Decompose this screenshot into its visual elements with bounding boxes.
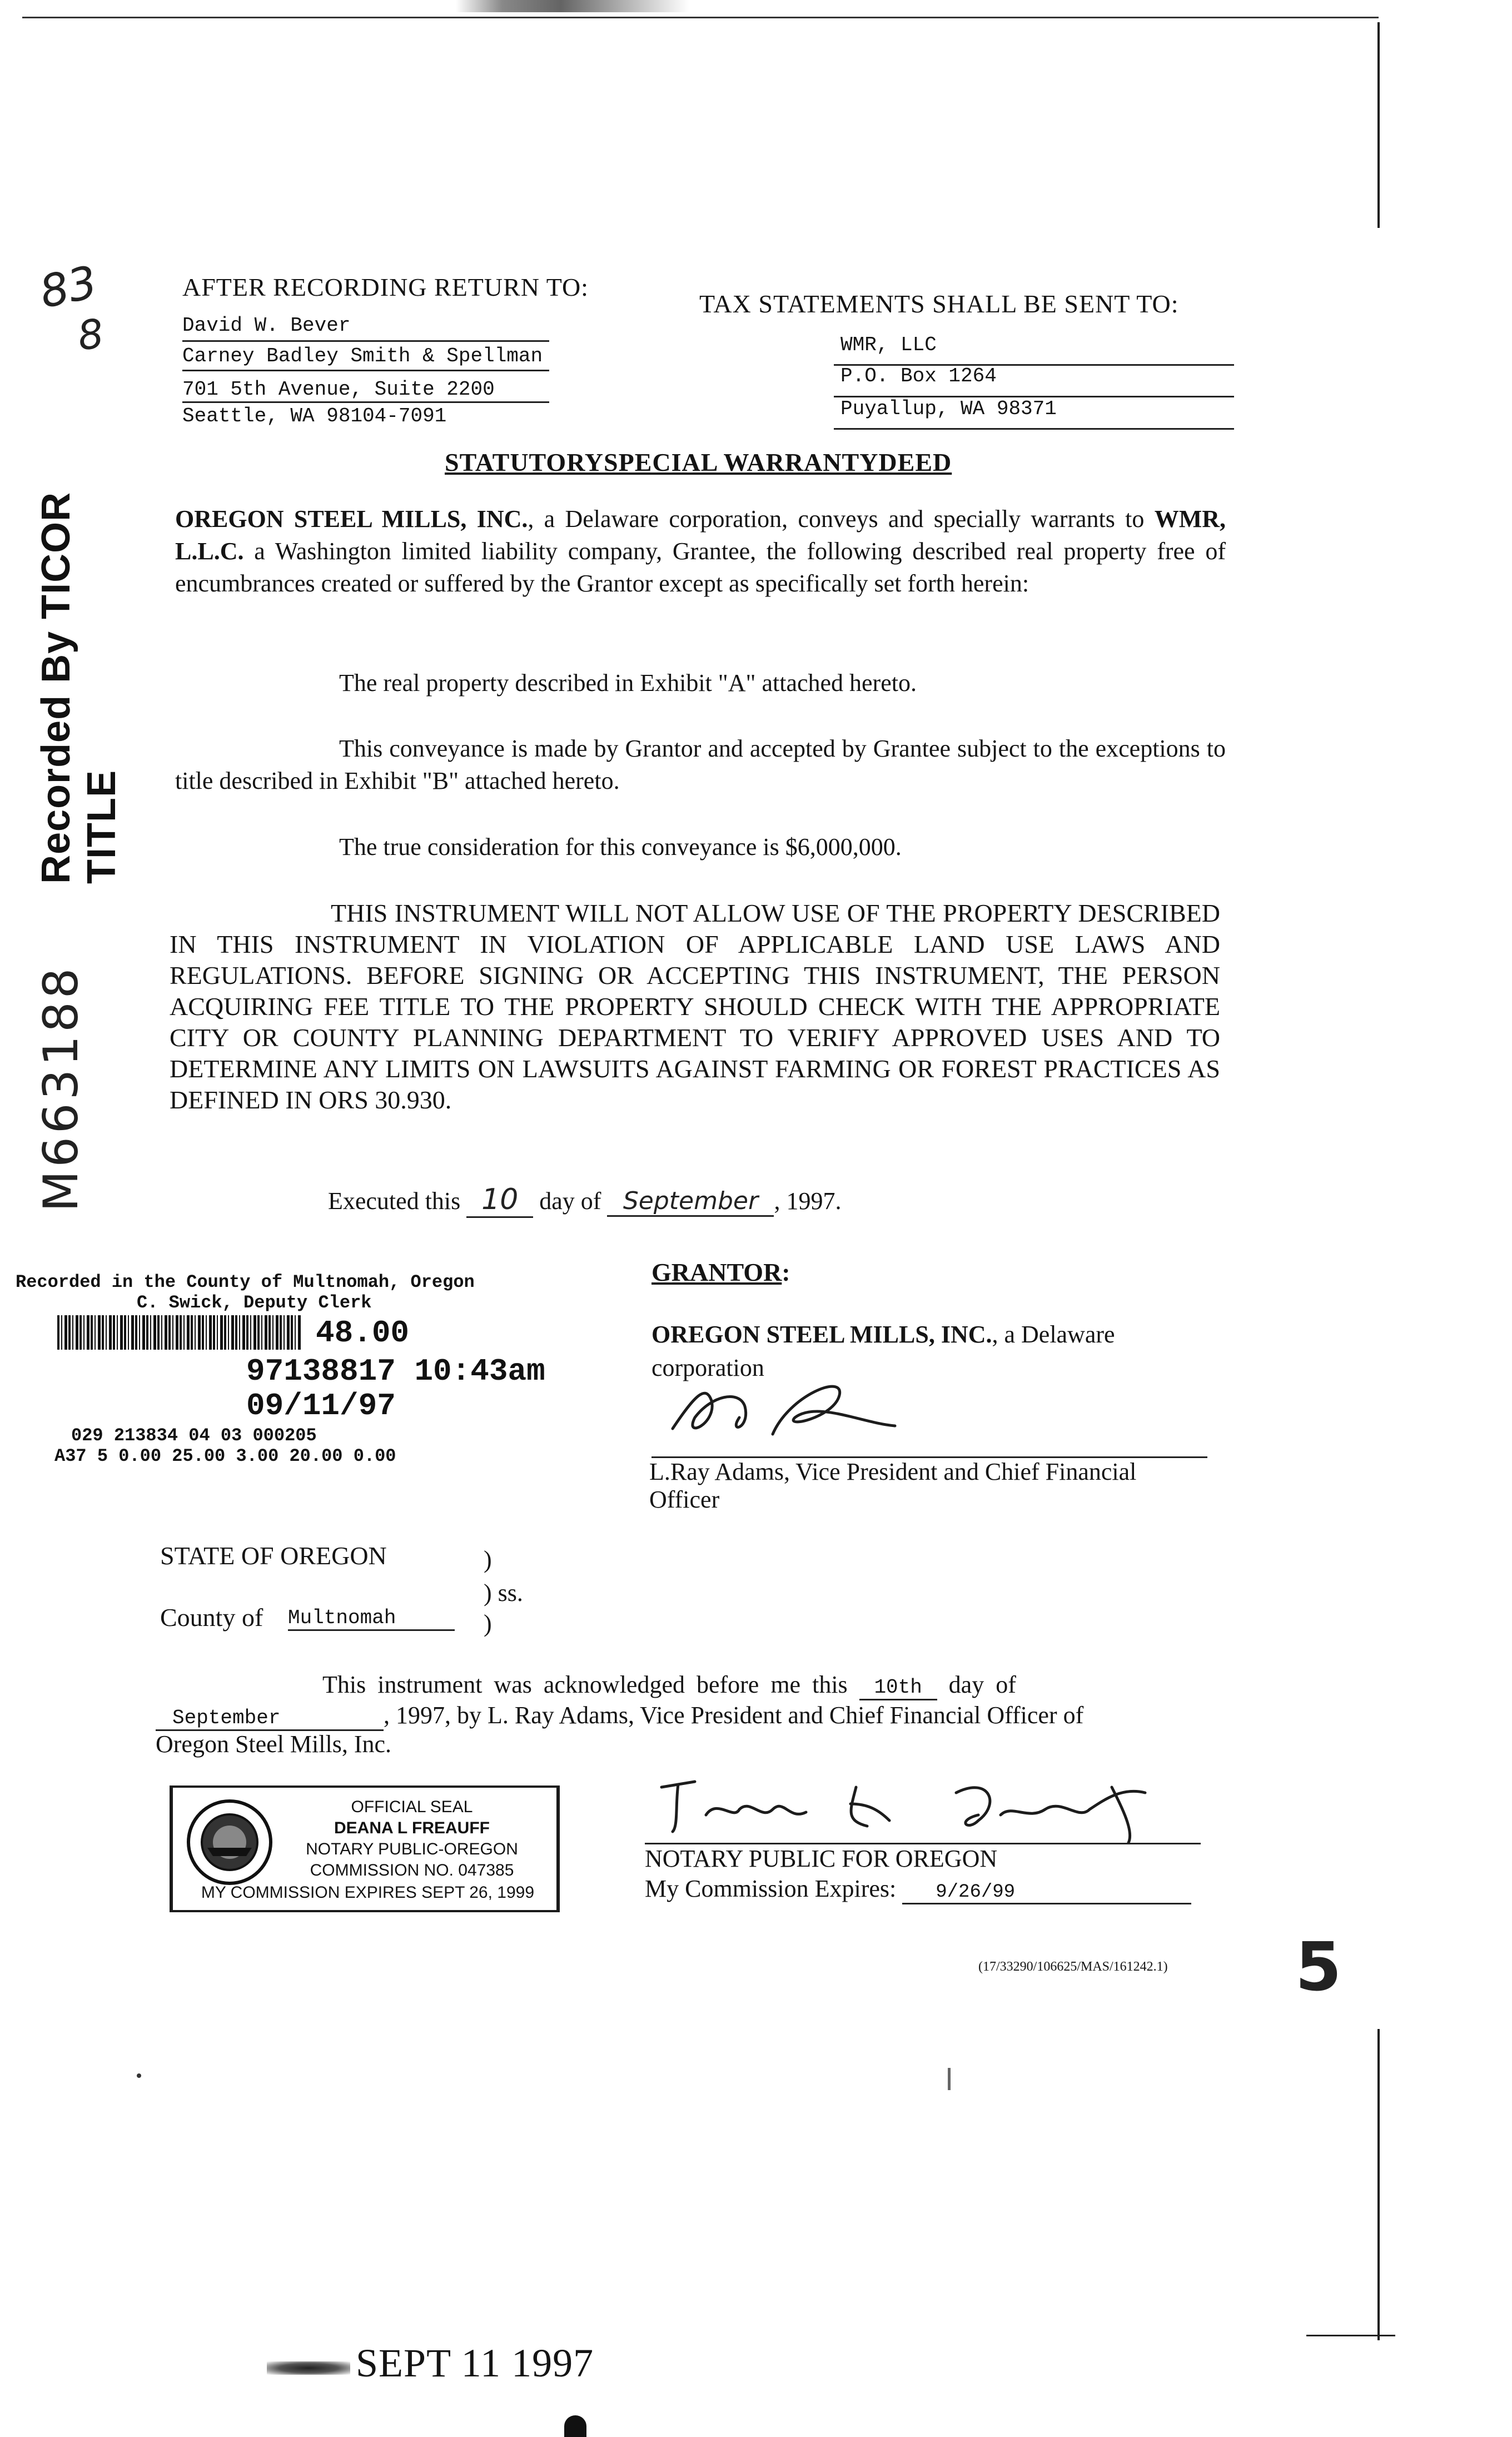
tax-line-1: WMR, LLC <box>840 334 937 356</box>
recording-barcode <box>57 1315 302 1350</box>
notary-expires: My Commission Expires: 9/26/99 <box>645 1874 1191 1904</box>
grantor-company: OREGON STEEL MILLS, INC., a Delaware <box>651 1321 1115 1348</box>
speck-2 <box>948 2068 951 2090</box>
grantor-company-line2: corporation <box>651 1354 764 1381</box>
seal-line-4: COMMISSION NO. 047385 <box>310 1861 514 1879</box>
handwritten-top-left: 83 <box>35 256 102 319</box>
date-stamp: SEPT 11 1997 <box>356 2341 594 2385</box>
executed-month: September <box>607 1187 774 1217</box>
right-border-bottom <box>1377 2029 1380 2340</box>
land-use-warning: THIS INSTRUMENT WILL NOT ALLOW USE OF THE PROPERTY DESCRIBED IN THIS INSTRUMENT IN VIOLATION OF APPLICABLE LAND USE LAWS AND REGULATIONS. BEFORE SIGNING OR ACCEPTING THIS INSTRUMENT, THE PERSON ACQUIRING FEE TITLE TO THE PROPERTY SHOULD CHECK WITH THE APPROPRIATE CITY OR COUNTY PLANNING DEPARTMENT TO VERIFY APPROVED USES AND TO DETERMINE ANY LIMITS ON LAWSUITS AGAINST FARMING OR FOREST PRACTICES AS DEFINED IN ORS 30.930. <box>170 899 1220 1114</box>
bottom-blot <box>564 2415 586 2437</box>
grantee-name: WMR, L.L.C. <box>175 505 1226 565</box>
grantor-signature <box>662 1362 951 1451</box>
side-recorded-stamp: Recorded By TICOR TITLE <box>34 491 124 884</box>
return-to-heading: AFTER RECORDING RETURN TO: <box>182 273 589 301</box>
ack-month: September <box>156 1707 384 1731</box>
document-title: STATUTORYSPECIAL WARRANTYDEED <box>445 448 952 476</box>
grantor-signer: L.Ray Adams, Vice President and Chief Financial <box>649 1458 1137 1485</box>
recording-county-line: Recorded in the County of Multnomah, Oregon <box>16 1272 475 1292</box>
recording-clerk-line: C. Swick, Deputy Clerk <box>137 1292 372 1313</box>
date-stamp-smudge <box>267 2361 350 2375</box>
acknowledgment-line-1: This instrument was acknowledged before me this 10th day of <box>322 1670 1212 1700</box>
handwritten-side-number: M663188 <box>33 964 89 1212</box>
exhibit-b-paragraph: This conveyance is made by Grantor and accepted by Grantee subject to the exceptions to title described in Exhibit "B" attached hereto. <box>175 735 1226 794</box>
state-seal-icon <box>185 1798 274 1887</box>
tax-line-3: Puyallup, WA 98371 <box>840 397 1057 420</box>
venue-state: STATE OF OREGON <box>160 1541 387 1570</box>
top-scan-artifact <box>456 0 689 12</box>
seal-line-1: OFFICIAL SEAL <box>351 1798 473 1816</box>
venue-county-value: Multnomah <box>288 1607 455 1631</box>
seal-line-3: NOTARY PUBLIC-OREGON <box>306 1840 518 1858</box>
ack-day: 10th <box>859 1676 937 1700</box>
recording-line-5: 029 213834 04 03 000205 <box>71 1425 317 1446</box>
exhibit-a-paragraph: The real property described in Exhibit "A" attached hereto. <box>339 669 917 697</box>
seal-line-5: MY COMMISSION EXPIRES SEPT 26, 1999 <box>201 1883 534 1902</box>
file-reference: (17/33290/106625/MAS/161242.1) <box>978 1959 1168 1974</box>
intro-paragraph: OREGON STEEL MILLS, INC., a Delaware corporation, conveys and specially warrants to WMR, L.L.C. a Washington limited liability company, Grantee, the following described real property free of encumbrances created or suffered by the Grantor except as specifically set forth herein: <box>175 505 1226 597</box>
executed-line: Executed this 10 day of September , 1997. <box>328 1183 841 1218</box>
speck-1 <box>137 2073 141 2078</box>
grantor-signer-line2: Officer <box>649 1486 720 1513</box>
tax-line-2: P.O. Box 1264 <box>840 365 997 387</box>
notary-expires-value: 9/26/99 <box>902 1882 1191 1904</box>
bottom-border-line <box>1306 2335 1395 2336</box>
recording-stamp <box>16 1272 627 1466</box>
tax-statements-heading: TAX STATEMENTS SHALL BE SENT TO: <box>699 290 1179 318</box>
notary-title: NOTARY PUBLIC FOR OREGON <box>645 1845 998 1872</box>
venue-paren-1: ) <box>484 1546 492 1573</box>
return-to-line-3: 701 5th Avenue, Suite 2200 <box>182 378 495 401</box>
venue-paren-3: ) <box>484 1610 492 1637</box>
recording-amount: 48.00 <box>316 1315 410 1351</box>
executed-day: 10 <box>466 1183 533 1218</box>
recording-instrument: 97138817 10:43am 09/11/97 <box>246 1354 545 1424</box>
seal-line-2: DEANA L FREAUFF <box>334 1819 490 1837</box>
consideration-paragraph: The true consideration for this conveyance is $6,000,000. <box>339 833 902 861</box>
acknowledgment-line-3: Oregon Steel Mills, Inc. <box>156 1730 392 1758</box>
notary-seal <box>170 1786 560 1912</box>
handwritten-top-left-2: 8 <box>74 310 107 360</box>
return-to-line-4: Seattle, WA 98104-7091 <box>182 405 447 427</box>
right-border-top <box>1377 22 1380 228</box>
notary-signature <box>645 1765 1201 1843</box>
handwritten-page-mark: 5 <box>1295 1929 1342 2006</box>
return-to-line-1: David W. Bever <box>182 314 351 337</box>
recording-line-6: A37 5 0.00 25.00 3.00 20.00 0.00 <box>54 1446 396 1466</box>
top-border-line <box>22 17 1379 18</box>
grantor-heading: GRANTOR: <box>651 1258 790 1286</box>
grantor-name: OREGON STEEL MILLS, INC. <box>175 505 528 533</box>
venue-county-label: County of <box>160 1603 263 1632</box>
return-to-line-2: Carney Badley Smith & Spellman <box>182 345 543 367</box>
acknowledgment-line-2: September , 1997, by L. Ray Adams, Vice President and Chief Financial Officer of <box>156 1701 1223 1731</box>
venue-ss: ) ss. <box>484 1579 523 1607</box>
